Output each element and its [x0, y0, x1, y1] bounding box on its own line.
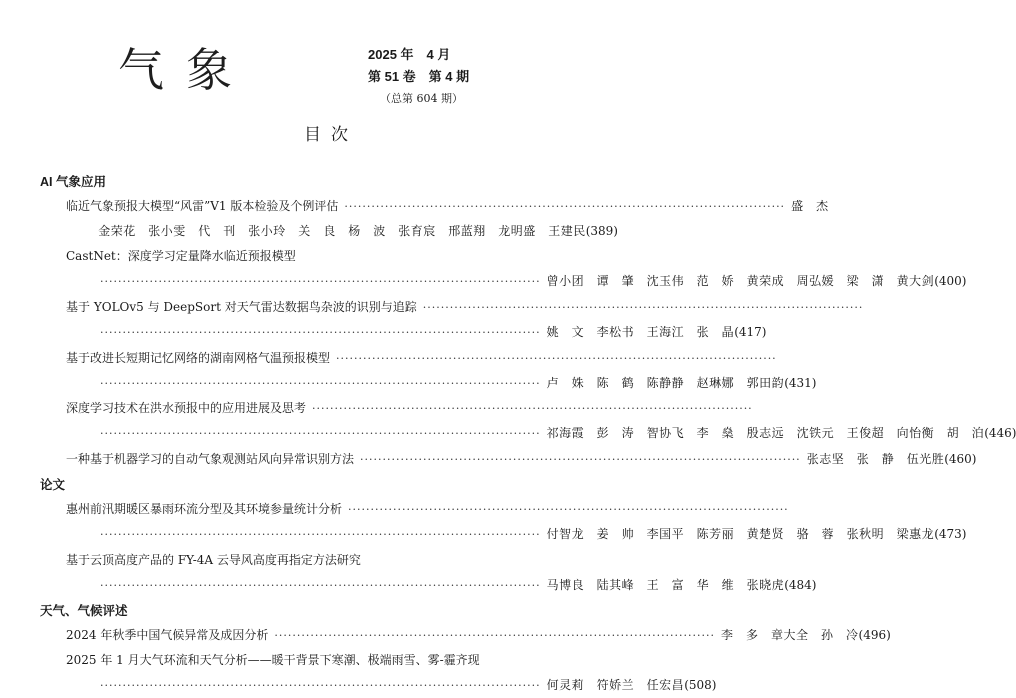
article-authors: 张志坚 张 静 伍光胜	[806, 452, 945, 466]
leader-dots: ··································································································	[100, 427, 541, 440]
article-title[interactable]: 基于改进长短期记忆网络的湖南网格气温预报模型	[66, 351, 331, 365]
article-title-row[interactable]	[66, 651, 616, 668]
leader-dots: ··································································································	[100, 275, 541, 288]
article-authors: 金荣花 张小雯 代 刊 张小玲 关 良 杨 波 张育宸 邢蓝翔 龙明盛 王建民	[98, 224, 586, 238]
article-title[interactable]: 2025 年 1 月大气环流和天气分析——暖干背景下寒潮、极端雨雪、雾-霾齐现	[66, 653, 480, 667]
leader-dots: ··································································································	[100, 377, 541, 390]
article-page: (431)	[784, 376, 817, 390]
article-authors-row	[100, 323, 767, 340]
article-title-row[interactable]	[66, 626, 891, 643]
leader-dots: ··································································································	[336, 352, 777, 365]
article-authors: 曾小团 谭 肇 沈玉伟 范 娇 黄荣成 周弘媛 梁 潇 黄大剑	[546, 274, 935, 288]
article-title[interactable]: 临近气象预报大模型“风雷”V1 版本检验及个例评估	[66, 199, 339, 213]
leader-dots: ··································································································	[348, 503, 789, 516]
article-authors-row	[100, 576, 817, 593]
article-authors-row	[100, 424, 1016, 441]
section-papers: 论文	[40, 478, 66, 492]
article-authors-row	[100, 272, 967, 289]
article-title[interactable]: 基于 YOLOv5 与 DeepSort 对天气雷达数据鸟杂波的识别与追踪	[66, 300, 417, 314]
issue-total: （总第 604 期）	[380, 92, 463, 105]
article-title-row[interactable]	[66, 349, 777, 366]
article-page: (496)	[858, 628, 891, 642]
article-authors: 姚 文 李松书 王海江 张 晶	[546, 325, 735, 339]
article-page: (389)	[585, 224, 618, 238]
article-page: (473)	[934, 527, 967, 541]
article-page: (460)	[944, 452, 977, 466]
leader-dots: ··································································································	[360, 453, 801, 466]
article-title[interactable]: 深度学习技术在洪水预报中的应用进展及思考	[66, 401, 307, 415]
article-title[interactable]: CastNet：深度学习定量降水临近预报模型	[66, 249, 296, 263]
article-title-row[interactable]	[66, 500, 789, 517]
article-title-row[interactable]	[66, 298, 864, 315]
article-page: (400)	[934, 274, 967, 288]
leader-dots: ··································································································	[344, 200, 786, 213]
article-title-row[interactable]	[66, 399, 753, 416]
leader-dots: ··································································································	[312, 402, 753, 415]
article-authors: 李 多 章大全 孙 冷	[721, 628, 859, 642]
article-authors: 何灵莉 符娇兰 任宏昌	[546, 678, 685, 692]
article-title[interactable]: 基于云顶高度产品的 FY-4A 云导风高度再指定方法研究	[66, 553, 361, 567]
article-authors-row	[100, 374, 817, 391]
article-title-row[interactable]	[66, 551, 616, 568]
article-authors: 马博良 陆其峰 王 富 华 维 张晓虎	[546, 578, 785, 592]
article-authors-row	[90, 222, 618, 239]
article-title-row[interactable]	[66, 450, 977, 467]
journal-title: 气象	[118, 43, 254, 97]
toc-title: 目次	[304, 125, 358, 145]
issue-date: 2025 年 4 月	[368, 47, 451, 62]
article-authors: 付智龙 姜 帅 李国平 陈芳丽 黄楚贤 骆 蓉 张秋明 梁惠龙	[546, 527, 935, 541]
leader-dots: ··································································································	[100, 326, 541, 339]
article-page: (508)	[684, 678, 717, 692]
leader-dots: ··································································································	[274, 629, 716, 642]
article-page: (417)	[734, 325, 767, 339]
article-authors: 卢 姝 陈 鹤 陈静静 赵琳娜 郭田韵	[546, 376, 785, 390]
section-ai: AI 气象应用	[40, 175, 106, 189]
leader-dots: ··································································································	[422, 301, 864, 314]
article-author: 盛 杰	[791, 199, 829, 213]
article-title-row[interactable]	[66, 197, 829, 214]
article-authors: 祁海霞 彭 涛 智协飞 李 燊 殷志远 沈铁元 王俊超 向怡衡 胡 泊	[546, 426, 985, 440]
leader-dots: ··································································································	[100, 579, 541, 592]
issue-volume: 第 51 卷 第 4 期	[368, 69, 470, 84]
leader-dots: ··································································································	[100, 679, 541, 692]
article-title-row[interactable]	[66, 247, 616, 264]
article-authors-row	[100, 676, 717, 693]
section-review: 天气、气候评述	[40, 604, 128, 618]
issue-info	[368, 44, 469, 110]
article-title[interactable]: 一种基于机器学习的自动气象观测站风向异常识别方法	[66, 452, 355, 466]
article-title[interactable]: 2024 年秋季中国气候异常及成因分析	[66, 628, 269, 642]
article-title[interactable]: 惠州前汛期暖区暴雨环流分型及其环境参量统计分析	[66, 502, 343, 516]
article-page: (446)	[984, 426, 1016, 440]
article-page: (484)	[784, 578, 817, 592]
article-authors-row	[100, 525, 967, 542]
leader-dots: ··································································································	[100, 528, 541, 541]
